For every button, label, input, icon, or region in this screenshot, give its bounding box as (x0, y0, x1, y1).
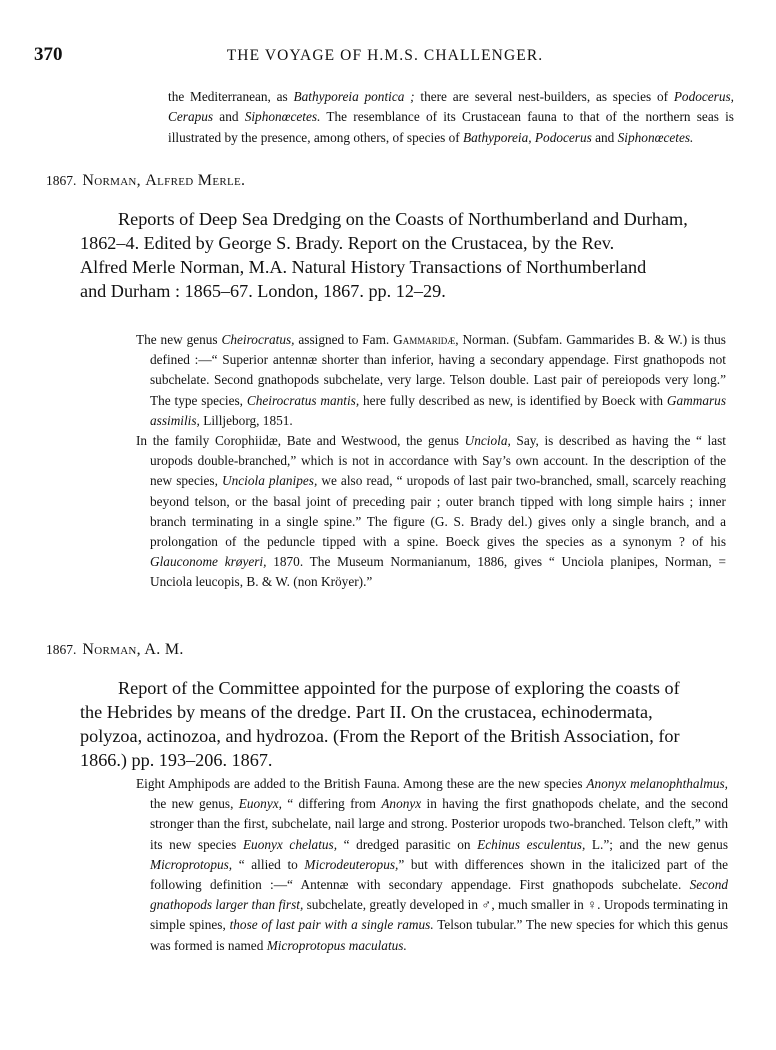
entry-author: Norman, A. M. (82, 641, 184, 658)
entry-year: 1867. (46, 173, 77, 188)
entry-reference: Reports of Deep Sea Dredging on the Coasts of Northumberland and Durham, 1862–4. Edited by George S. Brady. Report on the Crustacea, by the Rev. Alfred Merle Norman, M.A. Natural History Transactions of Northumberland and Durham : 1865–67. London, 1867. pp. 12–29. (80, 209, 688, 301)
entry-heading (46, 641, 184, 659)
continued-note: the Mediterranean, as Bathyporeia pontica ; there are several nest-builders, as species of Podocerus, Cerapus and Siphonœcetes. The resemblance of its Crustacean fauna to that of the northern seas is illustrated by the presence, among others, of species of Bathyporeia, Podocerus and Siphonœcetes. (168, 89, 735, 145)
entry-year: 1867. (46, 642, 77, 657)
running-head: THE VOYAGE OF H.M.S. CHALLENGER. (226, 47, 544, 64)
entry-notes (136, 330, 726, 593)
entry-heading (46, 172, 245, 190)
note-paragraph: The new genus Cheirocratus, assigned to Fam. Gammaridæ, Norman. (Subfam. Gammarides B. & W.) is thus defined :—“ Superior antennæ shorter than inferior, having a secondary appendage. First gnathopods not subchelate. Second gnathopods subchelate, very large. Telson double. Last pair of pereiopods very long.” The type species, Cheirocratus mantis, here fully described as new, is identified by Boeck with Gammarus assimilis, Lilljeborg, 1851. (136, 332, 726, 428)
entry-notes (136, 774, 728, 956)
entry-author: Norman, Alfred Merle. (82, 172, 246, 189)
page-header (34, 44, 736, 68)
page-number: 370 (34, 44, 63, 65)
note-paragraph: Eight Amphipods are added to the British Fauna. Among these are the new species Anonyx melanophthalmus, the new genus, Euonyx, “ differing from Anonyx in having the first gnathopods chelate, and the second stronger than the first, subchelate, nail large and strong. Posterior uropods two-branched. Telson cleft,” with its new species Euonyx chelatus, “ dredged parasitic on Echinus esculentus, L.”; and the new genus Microprotopus, “ allied to Microdeuteropus,” but with differences shown in the italicized part of the following definition :—“ Antennæ with secondary appendage. First gnathopods subchelate. Second gnathopods larger than first, subchelate, greatly developed in ♂, much smaller in ♀. Uropods terminating in simple spines, those of last pair with a single ramus. Telson tubular.” The new species for which this genus was formed is named Microprotopus maculatus. (136, 776, 729, 953)
entry-reference: Report of the Committee appointed for the purpose of exploring the coasts of the Hebrides by means of the dredge. Part II. On the crustacea, echinodermata, polyzoa, actinozoa, and hydrozoa. (From the Report of the British Association, for 1866.) pp. 193–206. 1867. (80, 678, 680, 770)
note-paragraph: In the family Corophiidæ, Bate and Westwood, the genus Unciola, Say, is described as having the “ last uropods double-branched,” which is not in accordance with Say’s own account. In the description of the new species, Unciola planipes, we also read, “ uropods of last pair two-branched, small, scarcely reaching beyond telson, or the basal joint of preceding pair ; outer branch tipped with long simple hairs ; inner branch terminating in a single spine.” The figure (G. S. Brady del.) gives only a single branch, and a prolongation of the peduncle tipped with a spine. Boeck gives the species as a synonym ? of his Glauconome krøyeri, 1870. The Museum Normanianum, 1886, gives “ Unciola planipes, Norman, = Unciola leucopis, B. & W. (non Kröyer).” (136, 433, 726, 590)
